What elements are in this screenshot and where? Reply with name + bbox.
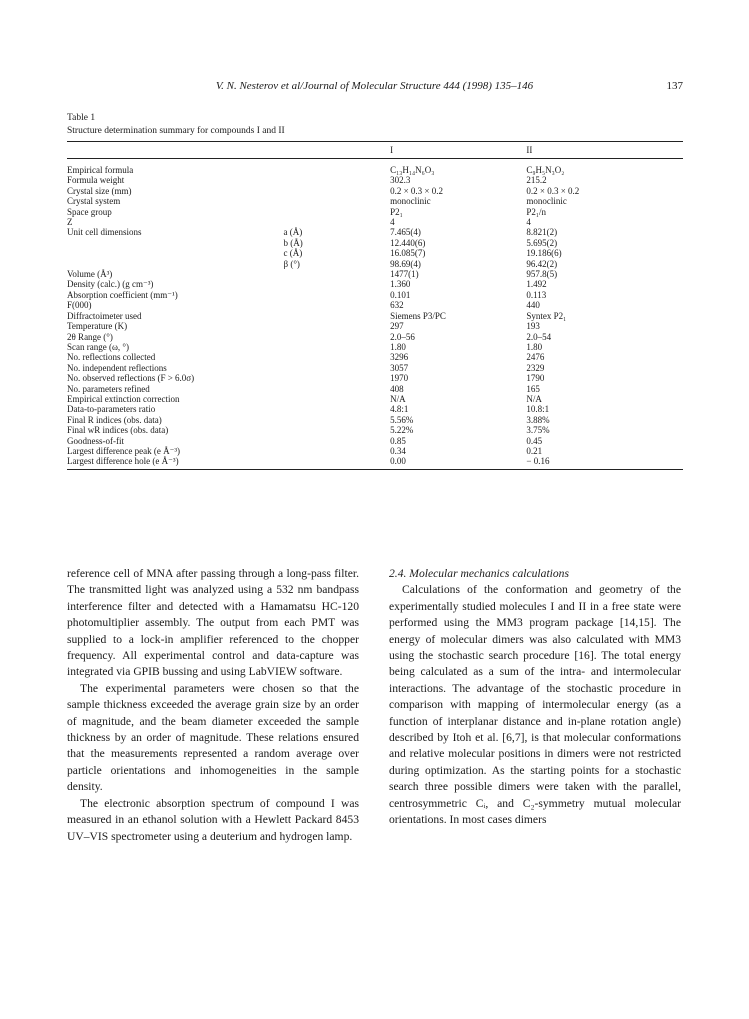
cell-compound-i: 0.101	[390, 289, 411, 300]
cell-compound-i: 0.34	[390, 445, 406, 456]
row-label: Absorption coefficient (mm⁻¹)	[67, 289, 178, 300]
cell-compound-i: N/A	[390, 393, 406, 404]
cell-compound-i: 4	[390, 217, 395, 228]
row-label	[67, 248, 213, 258]
cell-compound-i: 2.0–56	[390, 331, 415, 342]
row-sub-label	[213, 311, 391, 321]
table-row	[67, 186, 683, 196]
table-row	[67, 321, 683, 331]
row-label: Empirical formula	[67, 165, 134, 175]
row-sub-label	[213, 342, 391, 352]
cell-compound-ii: P2₁/n	[526, 206, 547, 217]
header-label	[67, 142, 213, 159]
table-row	[67, 352, 683, 362]
row-label: 2θ Range (°)	[67, 331, 113, 342]
row-label: No. observed reflections (F > 6.0σ)	[67, 373, 195, 384]
cell-compound-ii: 5.695(2)	[526, 237, 558, 248]
row-sub-label	[213, 217, 391, 227]
row-label: Z	[67, 217, 73, 228]
right-text-column	[389, 566, 681, 829]
cell-compound-i: 5.22%	[390, 425, 414, 436]
cell-compound-i: P2₁	[390, 206, 403, 217]
paragraph: The electronic absorption spectrum of compound I was measured in an ethanol solution with a Hewlett Packard 8453 UV–VIS spectrometer using a deuterium and hydrogen lamp.	[67, 796, 359, 843]
cell-compound-ii: 2.0–54	[526, 331, 552, 342]
row-label: Unit cell dimensions	[67, 227, 142, 238]
cell-compound-ii: 215.2	[526, 175, 547, 186]
row-label: Data-to-parameters ratio	[67, 404, 156, 415]
row-label: Scan range (ω, °)	[67, 341, 129, 352]
cell-compound-i: 1.360	[390, 279, 411, 290]
row-label: Crystal size (mm)	[67, 185, 132, 196]
cell-compound-ii: 193	[526, 321, 540, 332]
cell-compound-i: 632	[390, 300, 404, 311]
table-row	[67, 217, 683, 227]
row-sub-label	[213, 332, 391, 342]
table-row	[67, 436, 683, 446]
table-row	[67, 196, 683, 206]
left-text-column	[67, 566, 359, 845]
row-sub-label	[213, 436, 391, 446]
cell-compound-ii: 957.8(5)	[526, 269, 558, 280]
table-label: Table 1	[67, 113, 96, 123]
row-label: Largest difference hole (e Å⁻³)	[67, 456, 179, 467]
row-sub-label	[213, 373, 391, 383]
cell-compound-i: 0.00	[390, 456, 406, 467]
table-row	[67, 207, 683, 217]
cell-compound-ii: 2476	[526, 352, 545, 363]
table-row	[67, 342, 683, 352]
cell-compound-ii: 3.75%	[526, 425, 550, 436]
cell-compound-i: 408	[390, 383, 404, 394]
cell-compound-i: C₁₃H₁₄N₆O₃	[390, 165, 435, 175]
table-row	[67, 404, 683, 414]
cell-compound-ii: 2329	[526, 362, 545, 373]
table-caption	[67, 112, 285, 138]
table-row	[67, 332, 683, 342]
row-sub-label	[213, 269, 391, 279]
table-row	[67, 394, 683, 404]
cell-compound-i: 4.8:1	[390, 404, 409, 415]
table-row	[67, 175, 683, 185]
row-label: Temperature (K)	[67, 321, 128, 332]
row-label: Density (calc.) (g cm⁻³)	[67, 279, 154, 290]
cell-compound-i: 12.440(6)	[390, 237, 426, 248]
table-row	[67, 446, 683, 456]
row-sub-label	[213, 425, 391, 435]
structure-table	[67, 141, 683, 470]
table-row	[67, 269, 683, 279]
row-sub-label	[213, 300, 391, 310]
table-row	[67, 456, 683, 468]
table-body	[67, 159, 683, 469]
cell-compound-i: 0.85	[390, 435, 406, 446]
row-sub-label	[213, 290, 391, 300]
cell-compound-i: 5.56%	[390, 414, 414, 425]
cell-compound-ii: 165	[526, 383, 540, 394]
table-row	[67, 238, 683, 248]
row-sub-label	[213, 384, 391, 394]
table-title: Structure determination summary for compounds I and II	[67, 126, 285, 136]
row-label: Volume (Å³)	[67, 269, 113, 280]
cell-compound-i: 297	[390, 321, 404, 332]
row-label: Empirical extinction correction	[67, 393, 180, 404]
row-label: Formula weight	[67, 175, 125, 186]
cell-compound-ii: 1790	[526, 373, 545, 384]
row-sub-label	[213, 394, 391, 404]
cell-compound-ii: 10.8:1	[526, 404, 550, 415]
row-label: Goodness-of-fit	[67, 435, 124, 446]
row-label: Largest difference peak (e Å⁻³)	[67, 445, 181, 456]
row-sub-label: a (Å)	[283, 227, 303, 238]
table-row	[67, 363, 683, 373]
row-sub-label	[213, 352, 391, 362]
row-label: Final R indices (obs. data)	[67, 414, 162, 425]
row-sub-label	[213, 404, 391, 414]
row-sub-label: β (°)	[283, 258, 300, 269]
cell-compound-i: 7.465(4)	[390, 227, 421, 238]
row-sub-label	[213, 159, 391, 176]
row-sub-label: c (Å)	[283, 248, 303, 259]
cell-compound-i: 0.2 × 0.3 × 0.2	[390, 185, 443, 196]
cell-compound-i: 3296	[390, 352, 409, 363]
running-head: V. N. Nesterov et al/Journal of Molecular Structure 444 (1998) 135–146	[215, 80, 534, 92]
row-sub-label	[213, 321, 391, 331]
cell-compound-ii: 8.821(2)	[526, 227, 558, 238]
row-label: No. independent reflections	[67, 362, 167, 373]
table-row	[67, 311, 683, 321]
row-label	[67, 238, 213, 248]
row-sub-label: b (Å)	[283, 237, 303, 248]
cell-compound-ii: 440	[526, 300, 540, 311]
cell-compound-ii: 0.21	[526, 445, 543, 456]
row-sub-label	[213, 446, 391, 456]
row-label: No. reflections collected	[67, 352, 156, 363]
cell-compound-ii: 3.88%	[526, 414, 550, 425]
table-row	[67, 373, 683, 383]
cell-compound-ii: 19.186(6)	[526, 248, 562, 259]
header-compound-ii: II	[526, 142, 683, 159]
row-label	[67, 259, 213, 269]
row-sub-label	[213, 207, 391, 217]
row-label: Space group	[67, 206, 112, 217]
cell-compound-i: Siemens P3/PC	[390, 310, 446, 321]
cell-compound-i: 302.3	[390, 175, 411, 186]
row-sub-label	[213, 196, 391, 206]
header-sub	[213, 142, 391, 159]
section-title: 2.4. Molecular mechanics calculations	[389, 567, 569, 580]
header-compound-i: I	[390, 142, 526, 159]
table-row	[67, 415, 683, 425]
row-label: F(000)	[67, 300, 92, 311]
cell-compound-i: 1477(1)	[390, 269, 419, 280]
row-sub-label	[213, 186, 391, 196]
paragraph: The experimental parameters were chosen so that the sample thickness exceeded the average grain size by an order of magnitude, and the beam diameter exceeded the sample thickness by an order of magnitude. These relations ensured that the measurements represented a random average over particle orientations and inhomogeneities in the sample density.	[67, 681, 359, 794]
cell-compound-ii: − 0.16	[526, 456, 550, 467]
cell-compound-ii: 1.80	[526, 341, 543, 352]
cell-compound-ii: N/A	[526, 393, 542, 404]
table-header-row	[67, 142, 683, 159]
table-row	[67, 248, 683, 258]
cell-compound-i: 98.69(4)	[390, 258, 421, 269]
cell-compound-ii: 0.113	[526, 289, 547, 300]
row-label: Final wR indices (obs. data)	[67, 425, 169, 436]
cell-compound-ii: 4	[526, 217, 531, 228]
table-bottom-rule	[67, 469, 683, 470]
cell-compound-i: monoclinic	[390, 196, 431, 207]
cell-compound-ii: Syntex P2₁	[526, 310, 567, 321]
row-sub-label	[213, 175, 391, 185]
page-number: 137	[666, 80, 683, 92]
structure-summary-table	[67, 142, 683, 469]
cell-compound-i: 16.085(7)	[390, 248, 426, 259]
table-row	[67, 279, 683, 289]
row-sub-label	[213, 456, 391, 468]
row-label: No. parameters refined	[67, 383, 150, 394]
row-sub-label	[213, 415, 391, 425]
cell-compound-i: 1.80	[390, 341, 406, 352]
table-row	[67, 227, 683, 237]
row-sub-label	[213, 279, 391, 289]
table-row	[67, 290, 683, 300]
table-row	[67, 159, 683, 176]
table-row	[67, 384, 683, 394]
table-row	[67, 259, 683, 269]
cell-compound-ii: 0.45	[526, 435, 543, 446]
cell-compound-ii: C₉H₅N₃O₂	[526, 165, 565, 175]
running-header	[0, 80, 749, 96]
cell-compound-i: 3057	[390, 362, 409, 373]
row-label: Crystal system	[67, 196, 121, 207]
cell-compound-ii: 0.2 × 0.3 × 0.2	[526, 185, 580, 196]
paragraph: Calculations of the conformation and geometry of the experimentally studied molecules I and II in a free state were performed using the MM3 program package [14,15]. The energy of molecular dimers was also calculated with MM3 using the stochastic search procedure [16]. The total energy being calculated as a sum of the intra- and intermolecular interactions. The advantage of the stochastic procedure in comparison with mapping of intermolecular energy (as a function of interplanar distance and in-plane rotation angle) described by Itoh et al. [6,7], is that molecular conformations and relative molecular positions in dimers were not restricted during optimization. As the starting points for a stochastic search three possible dimers were taken with the parallel, centrosymmetric Cᵢ, and C₂-symmetry mutual molecular orientations. In most cases dimers	[389, 583, 681, 827]
cell-compound-i: 1970	[390, 373, 409, 384]
cell-compound-ii: monoclinic	[526, 196, 567, 207]
cell-compound-ii: 96.42(2)	[526, 258, 558, 269]
row-sub-label	[213, 363, 391, 373]
table-row	[67, 425, 683, 435]
paragraph: reference cell of MNA after passing through a long-pass filter. The transmitted light was analyzed using a 532 nm bandpass interference filter and detected with a Hamamatsu HC-120 photomultiplier assembly. The output from each PMT was supplied to a lock-in amplifier referenced to the chopper frequency. All experimental control and data-capture was integrated via GPIB bussing and using LabVIEW software.	[67, 567, 359, 679]
cell-compound-ii: 1.492	[526, 279, 547, 290]
row-label: Diffractoimeter used	[67, 310, 142, 321]
table-row	[67, 300, 683, 310]
